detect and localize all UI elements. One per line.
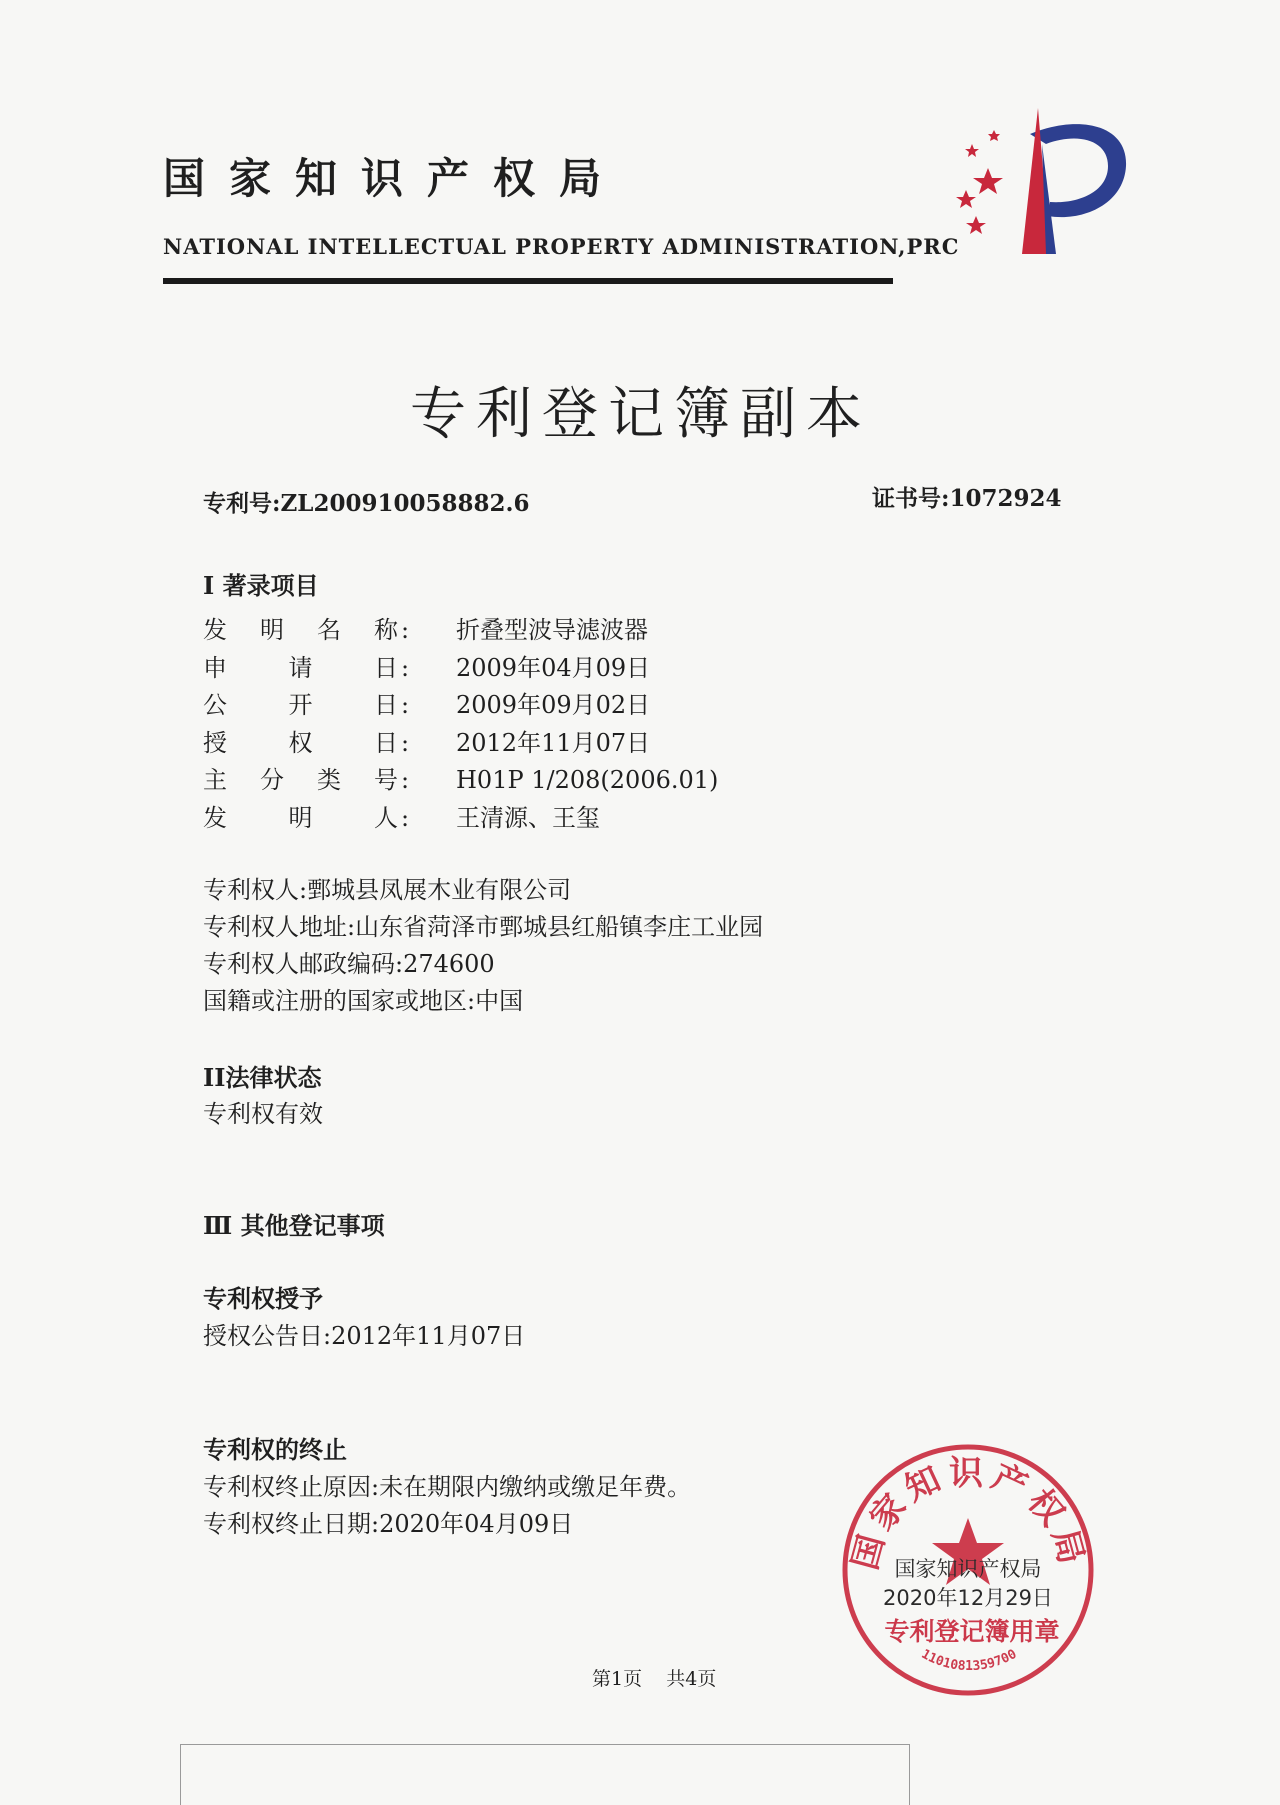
field-label-char: 发 <box>203 616 227 644</box>
field-colon: : <box>401 803 410 832</box>
field-label-char: 类 <box>317 766 341 794</box>
termination-heading: 专利权的终止 <box>203 1435 347 1464</box>
field-label-char: 开 <box>288 691 313 719</box>
field-colon: : <box>401 728 410 757</box>
field-label <box>203 725 398 761</box>
seal-line-3: 专利登记簿用章 <box>884 1617 1060 1646</box>
organization-name-en: NATIONAL INTELLECTUAL PROPERTY ADMINISTRATION,PRC <box>163 234 960 259</box>
header-rule <box>163 278 893 284</box>
page-number: 第1页 <box>592 1668 643 1690</box>
certificate-number: 证书号:1072924 <box>872 485 1062 512</box>
cnipa-logo-icon <box>938 104 1138 264</box>
seal-line-2: 2020年12月29日 <box>883 1586 1053 1610</box>
termination-reason: 专利权终止原因:未在期限内缴纳或缴足年费。 <box>203 1473 692 1501</box>
field-label-char: 日 <box>374 653 398 682</box>
field-label <box>203 650 398 686</box>
field-label-char: 申 <box>203 653 227 682</box>
page-total: 共4页 <box>666 1668 717 1690</box>
field-label-char: 日 <box>374 728 398 757</box>
seal-serial: 1101081359700 <box>918 1646 1020 1675</box>
section-1-heading: I 著录项目 <box>203 571 319 600</box>
grant-date: 授权公告日:2012年11月07日 <box>203 1322 526 1350</box>
field-value: 2009年04月09日 <box>456 653 651 682</box>
field-label-char: 分 <box>260 766 284 794</box>
organization-name-cn: 国家知识产权局 <box>163 154 626 203</box>
field-value: 2012年11月07日 <box>456 728 651 757</box>
patent-number: 专利号:ZL200910058882.6 <box>203 490 530 517</box>
seal-ring-text: 国家知识产权局 <box>845 1453 1093 1575</box>
field-value: 折叠型波导滤波器 <box>456 616 648 644</box>
field-label <box>203 612 398 648</box>
field-label-char: 公 <box>203 691 227 719</box>
field-colon: : <box>401 766 410 794</box>
field-label <box>203 800 398 836</box>
field-value: 2009年09月02日 <box>456 691 651 719</box>
field-label-char: 授 <box>203 728 227 757</box>
field-label-char: 明 <box>260 616 284 644</box>
svg-text:1101081359700 <box>919 1647 1020 1674</box>
field-value: H01P 1/208(2006.01) <box>456 766 719 794</box>
section-3-heading: Ⅲ 其他登记事项 <box>203 1211 385 1240</box>
field-label-char: 日 <box>374 691 398 719</box>
field-label-char: 明 <box>288 803 313 832</box>
document-title: 专利登记簿副本 <box>410 382 872 447</box>
field-label-char: 称 <box>374 616 398 644</box>
field-label-char: 请 <box>288 653 313 682</box>
page-footer <box>592 1664 716 1691</box>
field-label-char: 权 <box>288 728 313 757</box>
field-label-char: 主 <box>203 766 227 794</box>
grant-heading: 专利权授予 <box>203 1284 323 1313</box>
field-colon: : <box>401 691 410 719</box>
patent-owner: 专利权人:鄄城县凤展木业有限公司 <box>203 876 572 904</box>
field-label-char: 名 <box>317 616 341 644</box>
section-2-heading: II法律状态 <box>203 1063 322 1092</box>
seal-line-1: 国家知识产权局 <box>894 1557 1042 1581</box>
termination-date: 专利权终止日期:2020年04月09日 <box>203 1510 574 1538</box>
field-label-char: 发 <box>203 803 227 832</box>
field-label <box>203 762 398 798</box>
owner-postal-code: 专利权人邮政编码:274600 <box>203 950 495 978</box>
official-seal <box>838 1440 1098 1700</box>
bottom-frame <box>180 1744 910 1805</box>
owner-country: 国籍或注册的国家或地区:中国 <box>203 987 524 1015</box>
field-label <box>203 687 398 723</box>
owner-address: 专利权人地址:山东省菏泽市鄄城县红船镇李庄工业园 <box>203 913 764 941</box>
field-colon: : <box>401 653 410 682</box>
field-colon: : <box>401 616 410 644</box>
field-label-char: 号 <box>374 766 398 794</box>
field-label-char: 人 <box>374 803 398 832</box>
field-value: 王清源、王玺 <box>456 803 600 832</box>
legal-status: 专利权有效 <box>203 1100 323 1128</box>
